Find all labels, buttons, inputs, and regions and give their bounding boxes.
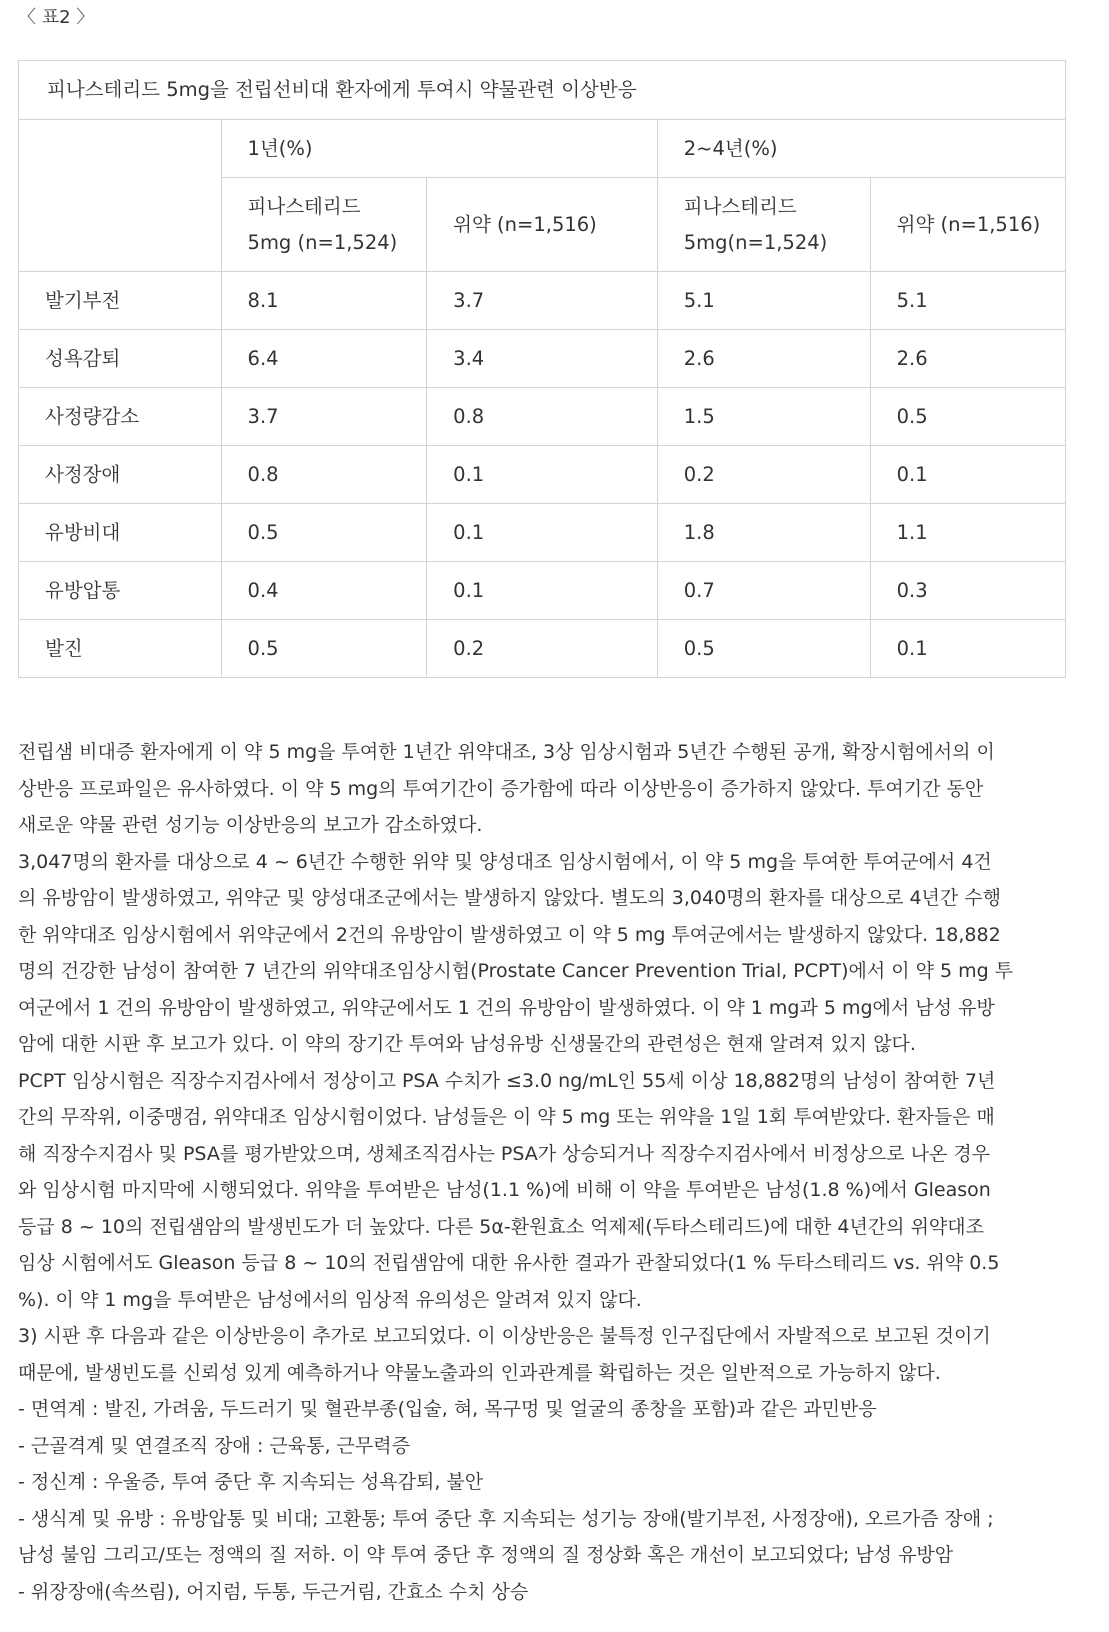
value-cell: 3.7 bbox=[427, 272, 658, 330]
body-line: 간의 무작위, 이중맹검, 위약대조 임상시험이었다. 남성들은 이 약 5 mg 또는 위약을 1일 1회 투여받았다. 환자들은 매 bbox=[18, 1106, 995, 1128]
value-cell: 1.1 bbox=[870, 504, 1065, 562]
value-cell: 0.5 bbox=[870, 388, 1065, 446]
value-cell: 0.1 bbox=[870, 446, 1065, 504]
body-line: 남성 불임 그리고/또는 정액의 질 저하. 이 약 투여 중단 후 정액의 질 정상화 혹은 개선이 보고되었다; 남성 유방암 bbox=[18, 1544, 954, 1566]
body-text bbox=[18, 734, 1068, 1610]
body-line: %). 이 약 1 mg을 투여받은 남성에서의 임상적 유의성은 알려져 있지 않다. bbox=[18, 1288, 642, 1311]
period-header-row bbox=[19, 120, 1066, 178]
group-header-line: 피나스테리드 bbox=[683, 194, 797, 218]
value-cell: 8.1 bbox=[221, 272, 427, 330]
value-cell: 5.1 bbox=[657, 272, 870, 330]
table-row bbox=[19, 504, 1066, 562]
value-cell: 0.7 bbox=[657, 562, 870, 620]
value-cell: 1.8 bbox=[657, 504, 870, 562]
table-row bbox=[19, 446, 1066, 504]
body-line: - 근골격계 및 연결조직 장애 : 근육통, 근무력증 bbox=[18, 1434, 410, 1457]
row-label: 성욕감퇴 bbox=[19, 330, 222, 388]
table-row bbox=[19, 388, 1066, 446]
value-cell: 0.1 bbox=[870, 620, 1065, 678]
value-cell: 3.7 bbox=[221, 388, 427, 446]
value-cell: 0.2 bbox=[427, 620, 658, 678]
row-label: 유방압통 bbox=[19, 562, 222, 620]
value-cell: 6.4 bbox=[221, 330, 427, 388]
body-line: 3) 시판 후 다음과 같은 이상반응이 추가로 보고되었다. 이 이상반응은 불특정 인구집단에서 자발적으로 보고된 것이기 bbox=[18, 1325, 991, 1347]
table-title-row bbox=[19, 61, 1066, 120]
body-line: 여군에서 1 건의 유방암이 발생하였고, 위약군에서도 1 건의 유방암이 발생하였다. 이 약 1 mg과 5 mg에서 남성 유방 bbox=[18, 996, 995, 1019]
table-row bbox=[19, 272, 1066, 330]
value-cell: 2.6 bbox=[870, 330, 1065, 388]
table-caption: 〈 표2 〉 bbox=[18, 7, 95, 28]
group-header-finasteride-year1 bbox=[221, 178, 427, 272]
body-line: 한 위약대조 임상시험에서 위약군에서 2건의 유방암이 발생하였고 이 약 5 mg 투여군에서는 발생하지 않았다. 18,882 bbox=[18, 923, 1001, 946]
table-body bbox=[19, 272, 1066, 678]
group-header-line: 5mg (n=1,524) bbox=[247, 230, 398, 254]
body-line: - 생식계 및 유방 : 유방압통 및 비대; 고환통; 투여 중단 후 지속되는 성기능 장애(발기부전, 사정장애), 오르가즘 장애 ; bbox=[18, 1507, 994, 1530]
body-line: 암에 대한 시판 후 보고가 있다. 이 약의 장기간 투여와 남성유방 신생물간의 관련성은 현재 알려져 있지 않다. bbox=[18, 1033, 916, 1055]
value-cell: 0.5 bbox=[657, 620, 870, 678]
body-line: - 위장장애(속쓰림), 어지럼, 두통, 두근거림, 간효소 수치 상승 bbox=[18, 1580, 529, 1603]
table-title: 피나스테리드 5mg을 전립선비대 환자에게 투여시 약물관련 이상반응 bbox=[19, 61, 1066, 120]
value-cell: 0.1 bbox=[427, 504, 658, 562]
group-header-line: 피나스테리드 bbox=[247, 194, 361, 218]
value-cell: 0.8 bbox=[221, 446, 427, 504]
period-2-header: 2~4년(%) bbox=[657, 120, 1065, 178]
group-header-placebo-year1 bbox=[427, 178, 658, 272]
value-cell: 0.5 bbox=[221, 620, 427, 678]
period-1-header: 1년(%) bbox=[221, 120, 657, 178]
table-row bbox=[19, 562, 1066, 620]
body-line: - 면역계 : 발진, 가려움, 두드러기 및 혈관부종(입술, 혀, 목구멍 및 얼굴의 종창을 포함)과 같은 과민반응 bbox=[18, 1398, 877, 1420]
value-cell: 0.1 bbox=[427, 562, 658, 620]
body-line: 3,047명의 환자를 대상으로 4 ~ 6년간 수행한 위약 및 양성대조 임상시험에서, 이 약 5 mg을 투여한 투여군에서 4건 bbox=[18, 850, 992, 873]
body-line: 등급 8 ~ 10의 전립샘암의 발생빈도가 더 높았다. 다른 5α-환원효소 억제제(두타스테리드)에 대한 4년간의 위약대조 bbox=[18, 1215, 984, 1238]
group-header-placebo-year2-4 bbox=[870, 178, 1065, 272]
value-cell: 1.5 bbox=[657, 388, 870, 446]
value-cell: 5.1 bbox=[870, 272, 1065, 330]
table-row bbox=[19, 620, 1066, 678]
body-line: 임상 시험에서도 Gleason 등급 8 ~ 10의 전립샘암에 대한 유사한 결과가 관찰되었다(1 % 두타스테리드 vs. 위약 0.5 bbox=[18, 1252, 1000, 1274]
group-header-line: 위약 (n=1,516) bbox=[453, 212, 597, 236]
value-cell: 0.5 bbox=[221, 504, 427, 562]
body-line: 전립샘 비대증 환자에게 이 약 5 mg을 투여한 1년간 위약대조, 3상 임상시험과 5년간 수행된 공개, 확장시험에서의 이 bbox=[18, 741, 995, 763]
empty-header-cell bbox=[19, 120, 222, 272]
row-label: 사정량감소 bbox=[19, 388, 222, 446]
row-label: 사정장애 bbox=[19, 446, 222, 504]
value-cell: 3.4 bbox=[427, 330, 658, 388]
row-label: 발기부전 bbox=[19, 272, 222, 330]
group-header-line: 5mg(n=1,524) bbox=[683, 230, 828, 254]
value-cell: 2.6 bbox=[657, 330, 870, 388]
adverse-reaction-table bbox=[18, 60, 1066, 678]
body-line: 명의 건강한 남성이 참여한 7 년간의 위약대조임상시험(Prostate Cancer Prevention Trial, PCPT)에서 이 약 5 mg 투 bbox=[18, 960, 1014, 982]
group-header-line: 위약 (n=1,516) bbox=[896, 212, 1041, 236]
body-line: 때문에, 발생빈도를 신뢰성 있게 예측하거나 약물노출과의 인과관계를 확립하는 것은 일반적으로 가능하지 않다. bbox=[18, 1361, 941, 1384]
value-cell: 0.8 bbox=[427, 388, 658, 446]
body-line: 와 임상시험 마지막에 시행되었다. 위약을 투여받은 남성(1.1 %)에 비해 이 약을 투여받은 남성(1.8 %)에서 Gleason bbox=[18, 1179, 991, 1201]
value-cell: 0.4 bbox=[221, 562, 427, 620]
value-cell: 0.1 bbox=[427, 446, 658, 504]
body-line: 새로운 약물 관련 성기능 이상반응의 보고가 감소하였다. bbox=[18, 814, 483, 836]
body-line: 상반응 프로파일은 유사하였다. 이 약 5 mg의 투여기간이 증가함에 따라 이상반응이 증가하지 않았다. 투여기간 동안 bbox=[18, 777, 984, 800]
body-line: 해 직장수지검사 및 PSA를 평가받았으며, 생체조직검사는 PSA가 상승되거나 직장수지검사에서 비정상으로 나온 경우 bbox=[18, 1142, 991, 1165]
body-line: - 정신계 : 우울증, 투여 중단 후 지속되는 성욕감퇴, 불안 bbox=[18, 1471, 484, 1493]
body-line: PCPT 임상시험은 직장수지검사에서 정상이고 PSA 수치가 ≤3.0 ng/mL인 55세 이상 18,882명의 남성이 참여한 7년 bbox=[18, 1069, 996, 1092]
table-row bbox=[19, 330, 1066, 388]
value-cell: 0.3 bbox=[870, 562, 1065, 620]
row-label: 발진 bbox=[19, 620, 222, 678]
row-label: 유방비대 bbox=[19, 504, 222, 562]
value-cell: 0.2 bbox=[657, 446, 870, 504]
body-line: 의 유방암이 발생하였고, 위약군 및 양성대조군에서는 발생하지 않았다. 별도의 3,040명의 환자를 대상으로 4년간 수행 bbox=[18, 887, 1002, 909]
group-header-finasteride-year2-4 bbox=[657, 178, 870, 272]
